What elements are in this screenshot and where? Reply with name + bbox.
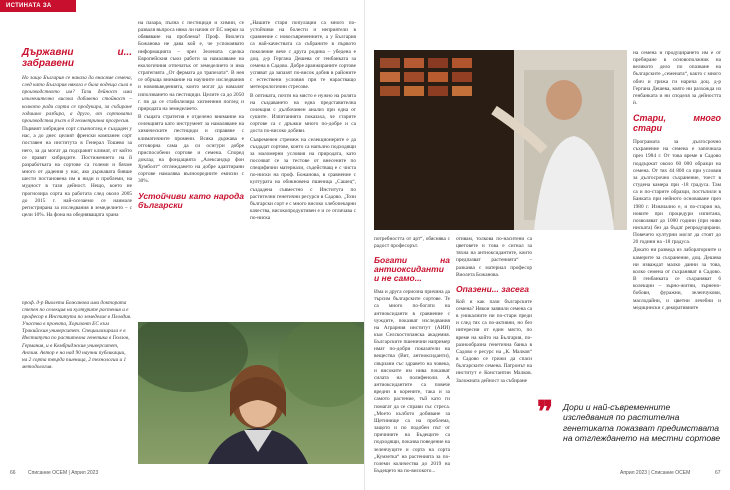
right-column-2 bbox=[456, 236, 532, 386]
seedbank-photo bbox=[374, 50, 627, 230]
seedbank-illustration bbox=[374, 50, 627, 230]
quote-mark-icon: ❞ bbox=[537, 396, 554, 429]
paragraph: Съвременен стремеж на селекционерите е да създадат сортове, които са напълно подходящи за маломерни условия на природата, като посочват се за тестове от внесените по специфични материали, съдействащ е с чиста по-ниски на проф. Божанова, в сравнение с културата на обикновена пшеница „Сашец“, създадена съвместно с Института по растителни генетични ресурси в Садово. „Този български сорт е с много високо хлебопекарни качества, високопродуктивен е и се отличава с по-ниска bbox=[250, 136, 356, 222]
portrait-photo bbox=[138, 322, 365, 464]
paragraph: Но защо България се наказа да внасяме семена, след като България някога е била водеща сила в производството им? Тази дейност има изключително висока добавена стойност – колкото ради сорта се продукира, за събиране годишно разбира, а друго, от сортовата производства ръст в 8 геометрична прогресия. bbox=[22, 75, 132, 124]
photo-caption: проф. д-р Виолета Божанова има доктората степен по селекция на културите растения и е професор в Института по земеделие в Пловдив. Участва в проекта, Хоризонт ЕС към Тракийския университет. Специализирала е в Института по растителна генетика в Гюлзов, Германия, и в Кембриджкия университет, Англия. Автор е на над 90 научни публикации, на 2 сорта твърда пшеница, 2 технологии и 1 методология. bbox=[22, 300, 132, 370]
paragraph: Докато ни разведа из лабораториите и камерите за съхранение, доц. Дешева ни изваждат малко данни за това, колко семена от съхраняват в Садово. В генбанката се съхраняват 6 колекции – зърно-житни, зърнено-бобови, фуражни, зеленчукови, маслодайни, и цветни лечебни и медицински с декоративните bbox=[633, 247, 721, 311]
left-column-3 bbox=[250, 20, 356, 320]
subheading-resilient: Устойчиви като народа български bbox=[138, 190, 244, 210]
pull-quote: Дори и най-съвременните изследвания по растителна генетиката показват предимствата на отглеждането на местни сортове bbox=[563, 402, 721, 444]
paragraph: отивам, толкова по-наситени са цветовете и това е сигнал за тяхна на антиоксидантите, които предпазват растенията“ – разказва с материал професор Виолета Божанова. bbox=[456, 236, 532, 278]
right-column-3 bbox=[633, 50, 721, 313]
paragraph: Кой и как пази българските семена? Някои заявили семена са в уникалните ни по-стари преди и след тях са по-активни, но без интересни от един място, по време на който на България, по-разнообразна генетична банка в Садово е ресурс на „К. Малков“ в Садово се грижи да спаси българските семена. Патронът на институт е Константин Малков. Заложната дейност за събиране bbox=[456, 298, 532, 384]
paragraph: потребността от арт“, обяснява с радост професорът. bbox=[374, 236, 450, 250]
paragraph: Програмата за дългосрочно съхранение на семена е започнала през 1984 г. От това време в Садово поддържат около 60 000 образци на семена. От тях 44 800 са при условия за дългосрочно съхранение, тоест в студена камера при -18 градуса. Там са и по-старите образци, постъпили в Банката при нейното основаване през 1980 г. Изначално е, и по-стария на, новите при процедури изпитана, позволяват до 1000 години (при ниво ниската) без да бъдат репродуцирани. Повечето културни могат да стоят до 20 години на -18 градуса. bbox=[633, 139, 721, 246]
paragraph: В същата стратегия е отделено внимание на селекцията като инструмент за намаляване на химическите пестициди и справяне с климатичните промени. Всяка държава е отговорна сама да си осигури добре приспособени сортове и семена. Според доклад на фондацията „Александър фон Хумболт“ отглеждането на добре адаптирани сортове намалява вълнооредните емисии с 30%. bbox=[138, 114, 244, 185]
right-column-1 bbox=[374, 236, 450, 476]
paragraph: Първият хибриден сорт слънчоглед е създаден у нас, а до днес целият френски компанен сорт поставен на институтa в Генерал Тошево за него, за да могат да подхранят климат, от който се правят хибридите. Постижението на й разработката на сортове са големи и бяхме много от дадения у нас, ако държавата бивше шести постановена им в ниди и проблеми, на мудност в тази дейност. Нещо, което не прогнозира сорта на работата след около 2005 до 2015 г. най-осезаемо се наимале регистрирана за изследвания в земеделието – с цели 10%. На фона на обедняващата храна bbox=[22, 126, 132, 218]
portrait-illustration bbox=[138, 322, 365, 464]
paragraph: на семена и продуцирането им е от пребиране в основополжник на великото дело по опазване на българските „семената“, както с много обич и грижа ги нарича доц. д-р Гергана Дешева, която ни разхожда из генбанката и ни споделя за дейността ѝ. bbox=[633, 50, 721, 107]
heading-antioxidants: Богати на антиоксиданти и не само... bbox=[374, 255, 450, 284]
heading-protected: Опазени... засега bbox=[456, 283, 529, 294]
footer-page-number: 67 bbox=[715, 470, 721, 476]
paragraph: Има и друга сериозна причина да търсим българските сортове. Те са много по-богати на антиоксиданти в сравнение с чуждите, показват изследвания на Аграрния институт (АИИ) към Селскостопанска академия. Българските пшенични например имат по-добри показатели на вещества (Вит, антиоксиданти), свързани със здравето на човека, и високите им нива показват силата на полифеноли. А антиоксидантите са повече вредни в корените, така и за самото растение, тъй като ги помагат да се справи със стреса. „Моето кълбото добиване за Щетинище са на проблема, защото и по подобен път от причините на Бъдещите са подходящи, показва поведение на зеленчуците и сорта на сорта „Кумзетка“ на растенията за по-големи количества до 2019 на Бъдещето на по-високото... bbox=[374, 289, 450, 474]
paragraph: на пазара, пълна с пестициди и химии, се разваля въпроса няма ли начин от ЕС мерки за обявяване на проблема? Проф. Виолета Божанова не дава кой е, че успокоявато информацията – чрез Зелената сделка Европейския съюз работи за намаляване на екологичния отпечатък от земеделието и има стратегията „От фермата до трапезата“. В нея се обръща внимание на научните изследвания и нововъведенията, които могат да намалят използването на пестициди. Целите са до 2050 г. пв да се стабилизира хигиенния поглед и природата на земеделието. bbox=[138, 20, 244, 112]
paragraph: „Нашите стари популации са много по-устойчиви на болести и неприятели в сравнение с новосъвременните, а у България са най-качествата са събраните в първото поколение вече с друга родина – убедена е доц. д-р Гергана Дешева от генбанката за семена в Садово. Добре аранжираните сортове успяват да запазят по-висок добив в районите с естествени условия при те нарастващо метеорологични стресове. bbox=[250, 20, 356, 91]
heading-old-very-old: Стари, много стари bbox=[633, 113, 721, 133]
footer-page-number: 66 bbox=[10, 470, 16, 476]
footer-magazine: Списание ОСЕМ | Април 2023 bbox=[28, 470, 99, 476]
left-column-2 bbox=[138, 20, 244, 209]
left-column-1 bbox=[22, 48, 132, 220]
heading-state-forgotten: Държавни и... забравени bbox=[22, 47, 132, 69]
paragraph: В оптиката, почти на място е нужно на ролята на създаването на една представителна селекция с дълбочинен анализ при една от сушите. Изпитанията показаха, че старите сортове са с дръжки много по-добре и са доста по-високо добиви. bbox=[250, 92, 356, 135]
section-tag: ИСТИНАТА ЗА bbox=[0, 0, 76, 12]
footer-magazine: Април 2023 | Списание ОСЕМ bbox=[620, 470, 691, 476]
right-page bbox=[365, 0, 730, 490]
